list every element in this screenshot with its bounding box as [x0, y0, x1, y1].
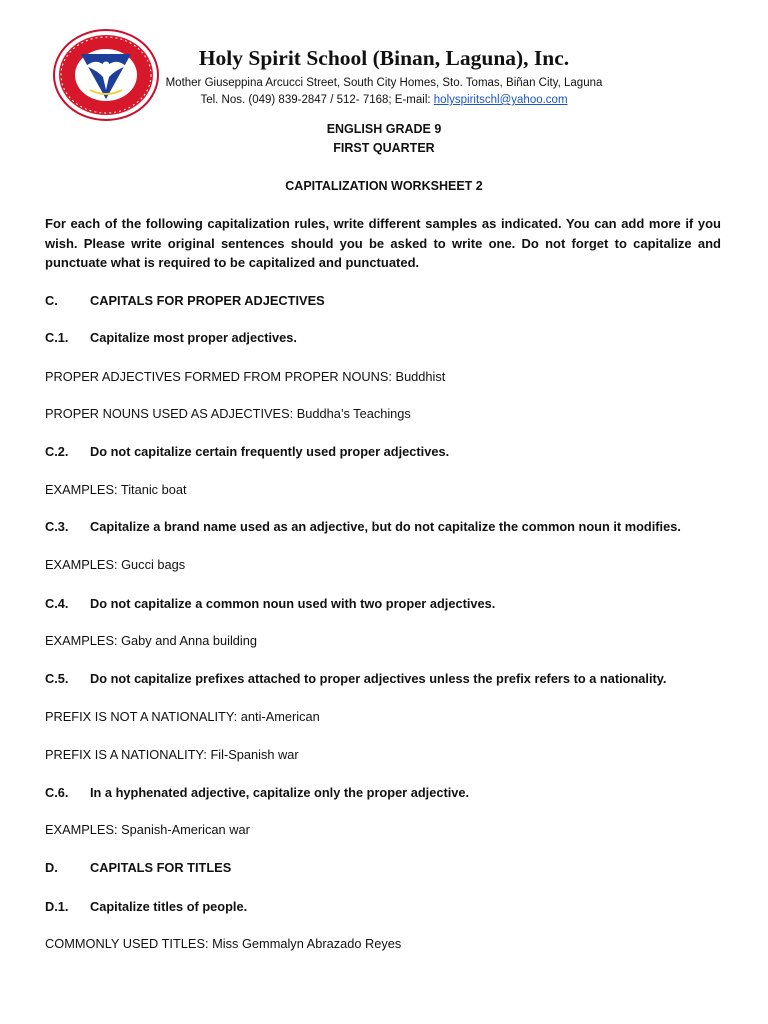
section-title: CAPITALS FOR TITLES — [90, 860, 232, 875]
example-line: EXAMPLES: Spanish-American war — [45, 822, 250, 837]
rule-text: Do not capitalize prefixes attached to proper adjectives unless the prefix refers to a nationality. — [90, 671, 667, 686]
rule-number: C.2. — [45, 444, 69, 459]
example-line: PROPER ADJECTIVES FORMED FROM PROPER NOUNS: Buddhist — [45, 369, 446, 384]
rule-text: In a hyphenated adjective, capitalize only the proper adjective. — [90, 785, 470, 800]
rule-c4-heading — [45, 596, 495, 611]
rule-number: C.1. — [45, 330, 69, 345]
rule-text: Do not capitalize certain frequently used proper adjectives. — [90, 444, 450, 459]
rule-c2-heading — [45, 444, 449, 459]
section-d-heading — [45, 860, 231, 875]
rule-text: Do not capitalize a common noun used with two proper adjectives. — [90, 596, 496, 611]
example-line: EXAMPLES: Gaby and Anna building — [45, 633, 257, 648]
phone-label: Tel. Nos. (049) 839-2847 / 512- 7168; E-mail: — [200, 94, 434, 106]
example-line: EXAMPLES: Gucci bags — [45, 557, 186, 572]
school-contact — [160, 94, 608, 106]
email-link[interactable]: holyspiritschl@yahoo.com — [433, 94, 568, 106]
quarter-label: FIRST QUARTER — [333, 141, 435, 155]
rule-number: C.6. — [45, 785, 69, 800]
rule-number: C.5. — [45, 671, 69, 686]
rule-number: D.1. — [45, 899, 69, 914]
school-address: Mother Giuseppina Arcucci Street, South City Homes, Sto. Tomas, Biñan City, Laguna — [165, 77, 603, 89]
document-header — [0, 0, 768, 125]
rule-d1-heading — [45, 899, 247, 914]
school-seal-logo-icon — [52, 28, 160, 122]
rule-c3-heading — [45, 519, 681, 534]
section-c-heading — [45, 293, 325, 308]
rule-c5-heading — [45, 671, 667, 686]
example-line: COMMONLY USED TITLES: Miss Gemmalyn Abrazado Reyes — [45, 936, 402, 951]
rule-number: C.3. — [45, 519, 69, 534]
section-number: C. — [45, 293, 58, 308]
section-number: D. — [45, 860, 58, 875]
rule-number: C.4. — [45, 596, 69, 611]
section-title: CAPITALS FOR PROPER ADJECTIVES — [90, 293, 325, 308]
rule-text: Capitalize titles of people. — [90, 899, 248, 914]
instructions-paragraph: For each of the following capitalization rules, write different samples as indicated. You can add more if you wish. Please write original sentences should you be asked to write one. Do not forget to capitalize and punctuate what is required to be capitalized and punctuated. — [45, 216, 721, 270]
example-line: EXAMPLES: Titanic boat — [45, 482, 187, 497]
example-line: PREFIX IS A NATIONALITY: Fil-Spanish war — [45, 747, 299, 762]
rule-text: Capitalize a brand name used as an adjective, but do not capitalize the common noun it modifies. — [90, 519, 681, 534]
example-line: PROPER NOUNS USED AS ADJECTIVES: Buddha’s Teachings — [45, 406, 411, 421]
grade-label: ENGLISH GRADE 9 — [326, 122, 442, 136]
example-line: PREFIX IS NOT A NATIONALITY: anti-American — [45, 709, 320, 724]
worksheet-title: CAPITALIZATION WORKSHEET 2 — [285, 179, 483, 193]
rule-c1-heading — [45, 330, 297, 345]
school-name: Holy Spirit School (Binan, Laguna), Inc. — [198, 46, 570, 70]
rule-text: Capitalize most proper adjectives. — [90, 330, 297, 345]
rule-c6-heading — [45, 785, 469, 800]
